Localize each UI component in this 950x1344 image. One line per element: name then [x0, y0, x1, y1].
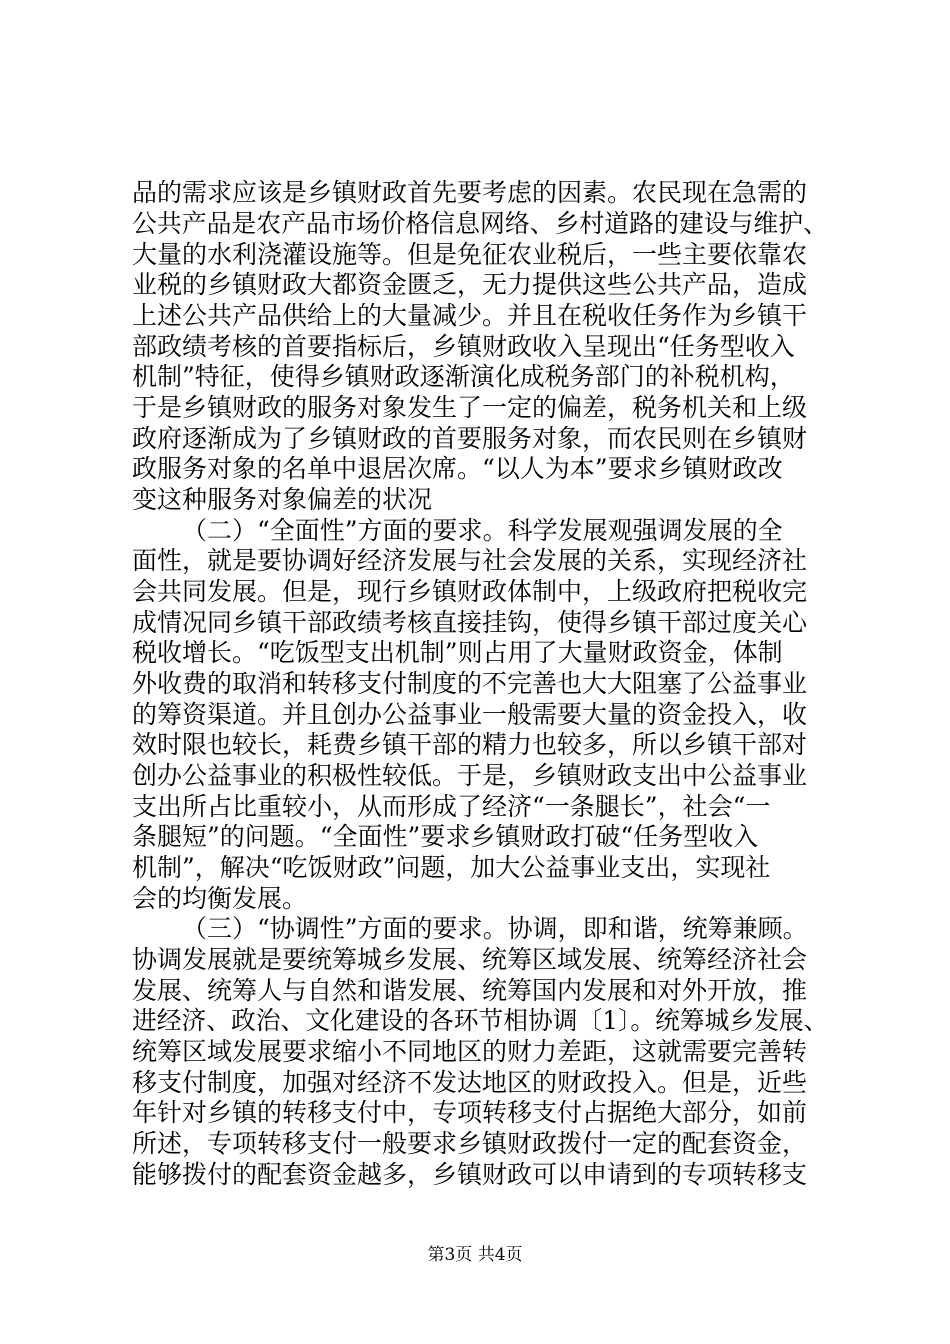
text-line: 变这种服务对象偏差的状况: [132, 485, 433, 514]
text-line: 品的需求应该是乡镇财政首先要考虑的因素。农民现在急需的: [132, 178, 808, 207]
text-line: 创办公益事业的积极性较低。于是，乡镇财政支出中公益事业: [132, 761, 808, 790]
text-line: 统筹区域发展要求缩小不同地区的财力差距，这就需要完善转: [132, 1037, 808, 1066]
text-line: 政服务对象的名单中退居次席。“以人为本”要求乡镇财政改: [132, 454, 783, 483]
text-line: 年针对乡镇的转移支付中，专项转移支付占据绝大部分，如前: [132, 1098, 808, 1127]
text-line: 于是乡镇财政的服务对象发生了一定的偏差，税务机关和上级: [132, 393, 808, 422]
text-line: 协调发展就是要统筹城乡发展、统筹区域发展、统筹经济社会: [132, 945, 808, 974]
text-line: 面性，就是要协调好经济发展与社会发展的关系，实现经济社: [132, 546, 808, 575]
text-line: 机制”，解决“吃饭财政”问题，加大公益事业支出，实现社: [132, 853, 771, 882]
text-line: 大量的水利浇灌设施等。但是免征农业税后，一些主要依靠农: [132, 240, 808, 269]
text-line: 效时限也较长，耗费乡镇干部的精力也较多，所以乡镇干部对: [132, 730, 808, 759]
text-line: 条腿短”的问题。“全面性”要求乡镇财政打破“任务型收入: [132, 822, 759, 851]
text-line: 政府逐渐成为了乡镇财政的首要服务对象，而农民则在乡镇财: [132, 424, 808, 453]
text-line: 公共产品是农产品市场价格信息网络、乡村道路的建设与维护、: [132, 209, 829, 238]
text-line: 的筹资渠道。并且创办公益事业一般需要大量的资金投入，收: [132, 700, 808, 729]
text-line: 移支付制度，加强对经济不发达地区的财政投入。但是，近些: [132, 1068, 808, 1097]
paragraph-heading-line: （三）“协调性”方面的要求。协调，即和谐，统筹兼顾。: [182, 914, 808, 943]
text-line: 机制”特征，使得乡镇财政逐渐演化成税务部门的补税机构，: [132, 362, 795, 391]
paragraph-heading-line: （二）“全面性”方面的要求。科学发展观强调发展的全: [182, 516, 783, 545]
text-line: 成情况同乡镇干部政绩考核直接挂钩，使得乡镇干部过度关心: [132, 608, 808, 637]
text-line: 能够拨付的配套资金越多，乡镇财政可以申请到的专项转移支: [132, 1160, 808, 1189]
text-line: 支出所占比重较小，从而形成了经济“一条腿长”，社会“一: [132, 792, 771, 821]
text-line: 进经济、政治、文化建设的各环节相协调〔1〕。统筹城乡发展、: [132, 1006, 829, 1035]
page-footer: 第3页 共4页: [427, 1245, 523, 1265]
text-line: 外收费的取消和转移支付制度的不完善也大大阻塞了公益事业: [132, 669, 808, 698]
text-line: 税收增长。“吃饭型支出机制”则占用了大量财政资金，体制: [132, 638, 783, 667]
text-line: 发展、统筹人与自然和谐发展、统筹国内发展和对外开放，推: [132, 976, 808, 1005]
text-line: 业税的乡镇财政大都资金匮乏，无力提供这些公共产品，造成: [132, 270, 808, 299]
text-line: 所述，专项转移支付一般要求乡镇财政拨付一定的配套资金，: [132, 1129, 808, 1158]
text-line: 部政绩考核的首要指标后，乡镇财政收入呈现出“任务型收入: [132, 332, 795, 361]
text-line: 会的均衡发展。: [132, 884, 308, 913]
text-line: 会共同发展。但是，现行乡镇财政体制中，上级政府把税收完: [132, 577, 808, 606]
text-line: 上述公共产品供给上的大量减少。并且在税收任务作为乡镇干: [132, 301, 808, 330]
